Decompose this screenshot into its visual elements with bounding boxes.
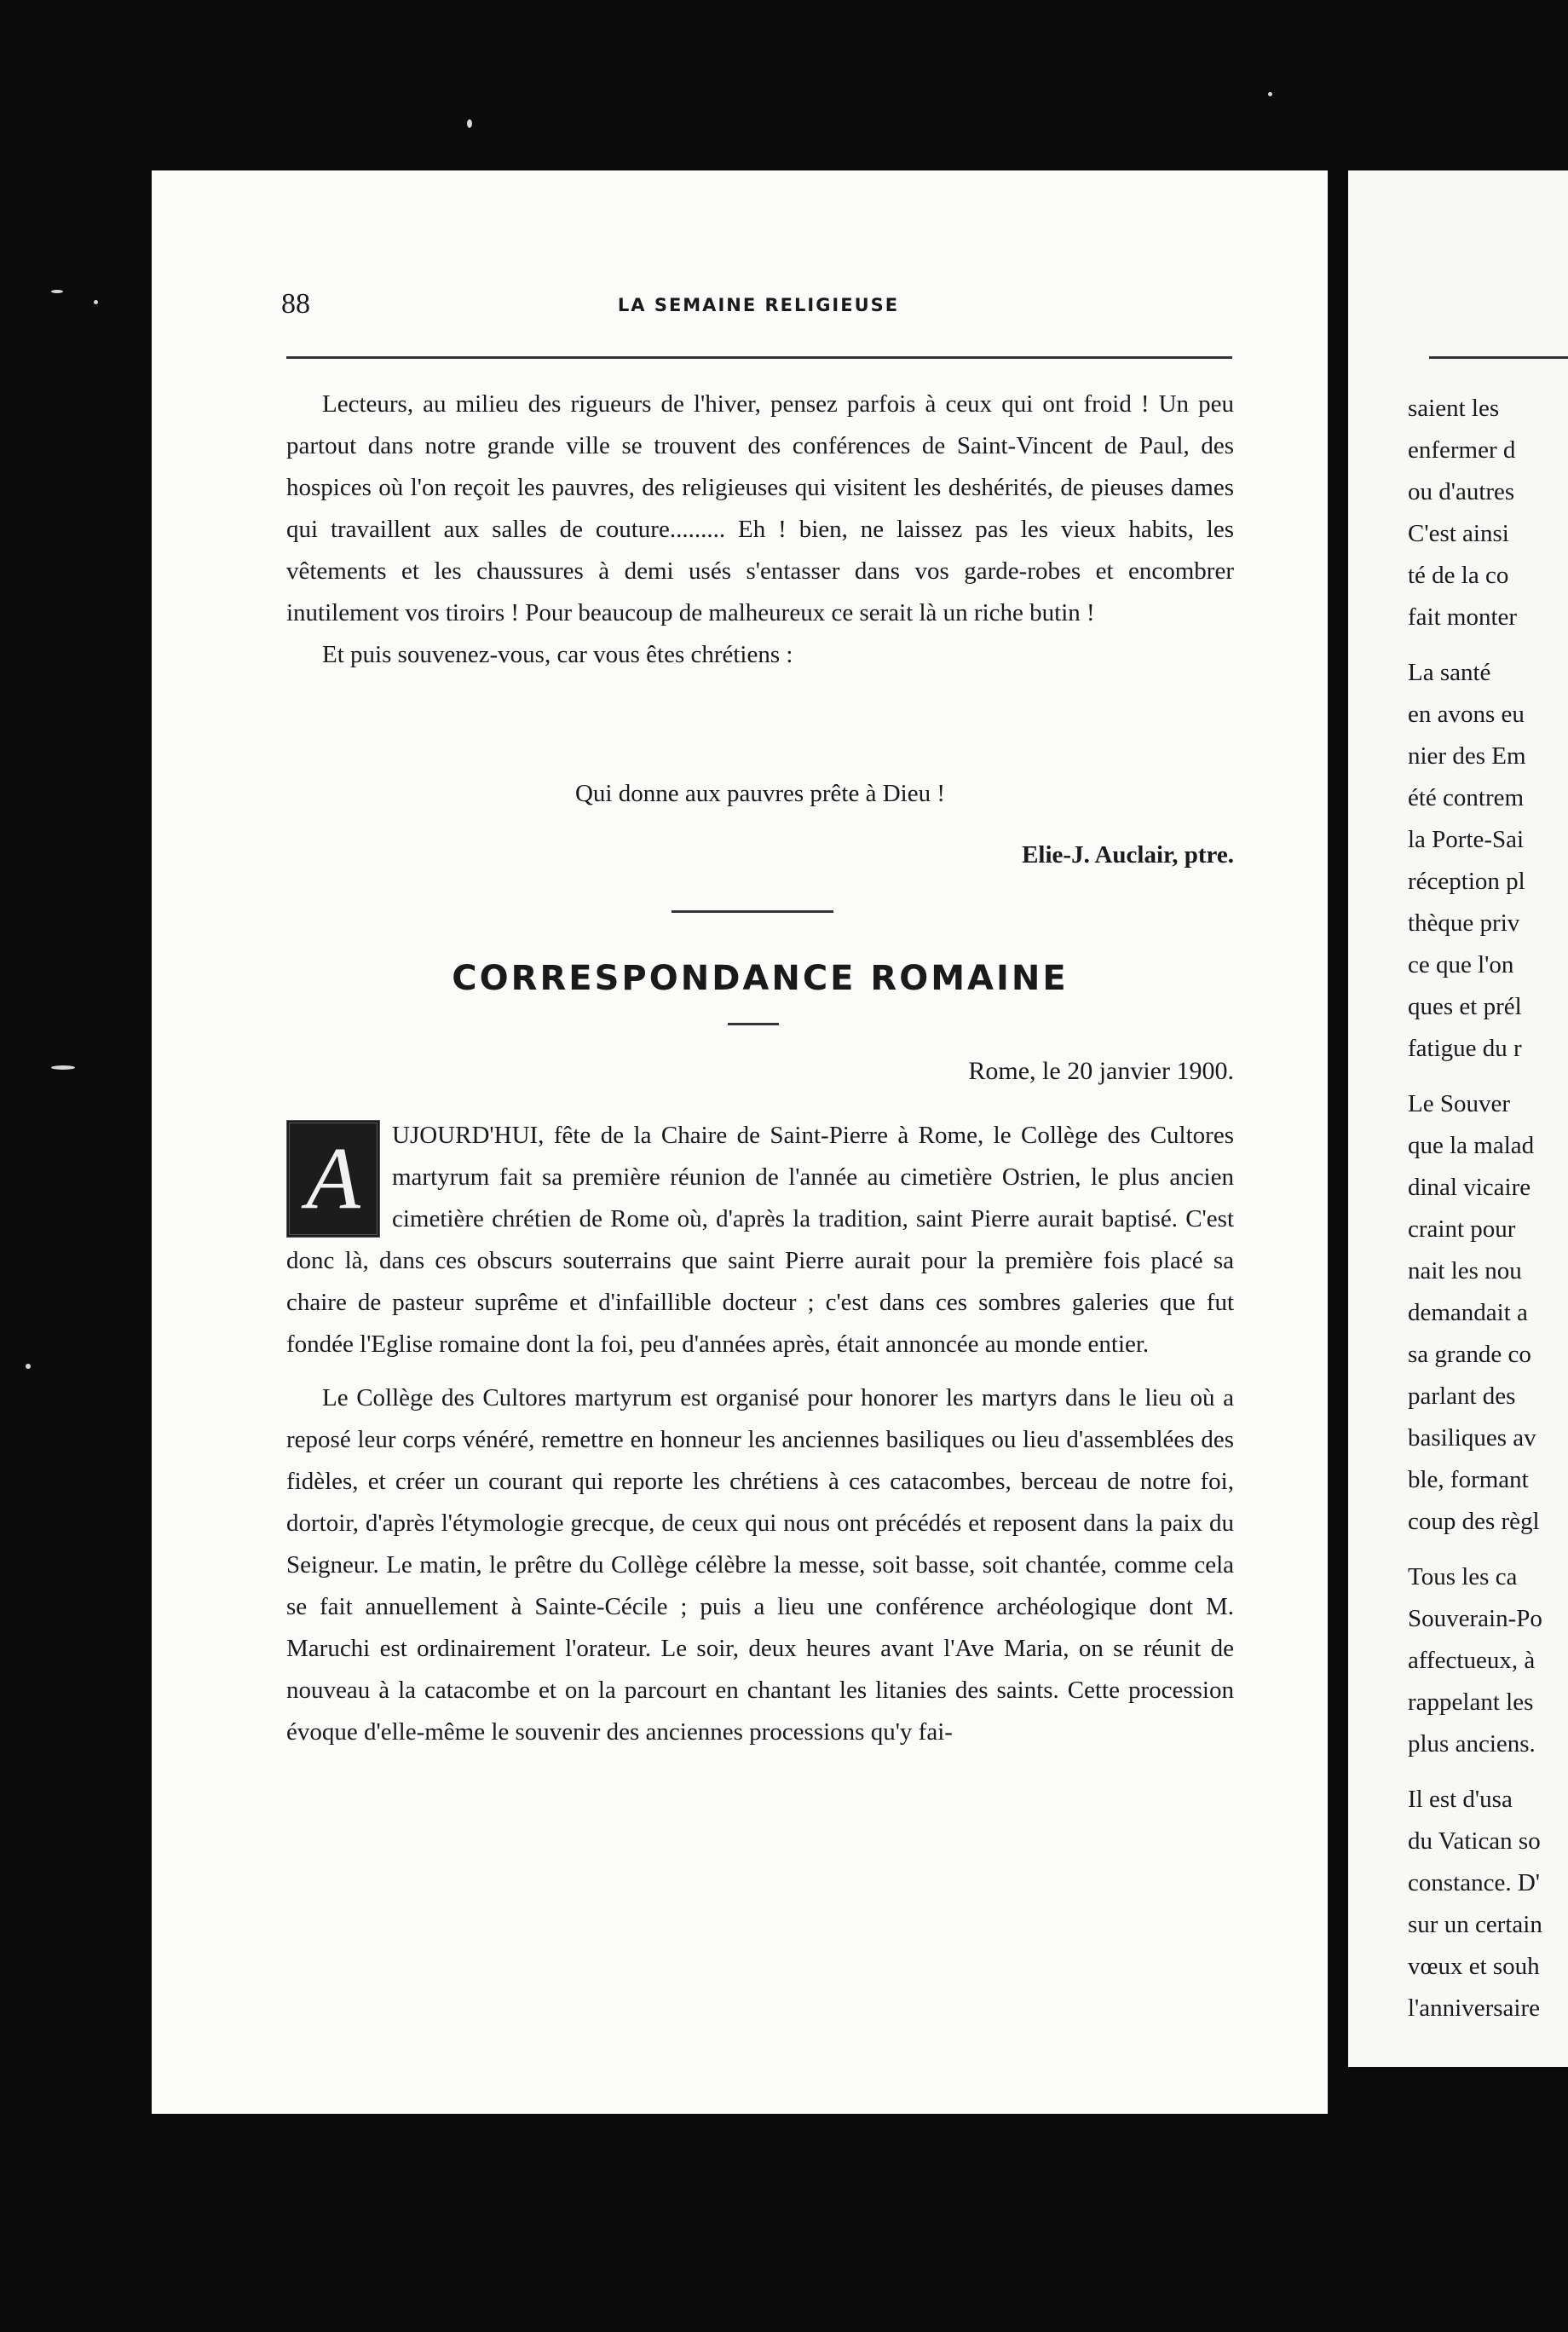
right-page-line: La santé — [1408, 659, 1491, 686]
article-title: CORRESPONDANCE ROMAINE — [452, 959, 1069, 998]
right-page-line: sur un certain — [1408, 1911, 1542, 1938]
article-paragraph: Le Collège des Cultores martyrum est organisé pour honorer les martyrs dans le lieu où a reposé leur corps vénéré, remettre en honneur les anciennes basiliques ou lieu d'assemblées des fidèles, et créer un courant qui reporte les chrétiens à ces catacombes, berceau de notre foi, dortoir, d'après l'étymologie grecque, de ceux qui nous ont précédés et reposent dans la paix du Seigneur. Le matin, le prêtre du Collège célèbre la messe, soit basse, soit chantée, comme cela se fait annuellement à Sainte-Cécile ; puis a lieu une conférence archéologique dont M. Maruchi est ordinairement l'orateur. Le soir, deux heures avant l'Ave Maria, on se réunit de nouveau à la catacombe et on la parcourt en chantant les litanies des saints. Cette procession évoque d'elle-même le souvenir des anciennes processions qu'y fai- — [286, 1384, 1234, 1746]
right-page-line: fatigue du r — [1408, 1035, 1522, 1062]
right-page-line: demandait a — [1408, 1299, 1528, 1326]
right-page-line: coup des règl — [1408, 1508, 1540, 1535]
header-rule — [286, 356, 1232, 359]
running-title: LA SEMAINE RELIGIEUSE — [617, 295, 900, 315]
right-page-line: parlant des — [1408, 1382, 1516, 1410]
header-rule — [1429, 356, 1568, 359]
right-page-line: ques et prél — [1408, 993, 1522, 1020]
right-page-line: ble, formant — [1408, 1466, 1529, 1493]
right-page-line: plus anciens. — [1408, 1730, 1536, 1758]
film-speck — [51, 290, 63, 293]
film-speck — [51, 1065, 75, 1070]
right-page-line: saient les — [1408, 395, 1500, 422]
paragraph-gap — [1408, 1765, 1568, 1779]
right-page-line: sa grande co — [1408, 1341, 1531, 1368]
article-paragraph — [286, 1115, 1234, 1365]
right-page-line: thèque priv — [1408, 909, 1520, 937]
right-page-line: rappelant les — [1408, 1688, 1534, 1716]
intro-text — [286, 384, 1234, 676]
right-page-line: Il est d'usa — [1408, 1786, 1513, 1813]
paragraph-text: UJOURD'HUI, fête de la Chaire de Saint-Pierre à Rome, le Collège des Cultores martyrum fait sa première réunion de l'année au cimetière Ostrien, le plus ancien cimetière chrétien de Rome où, d'après la tradition, saint Pierre aurait baptisé. C'est donc là, dans ces obscurs souterrains que saint Pierre aurait pour la première fois placé sa chaire de pasteur suprême et d'infaillible docteur ; c'est dans ces sombres galeries que fut fondée l'Eglise romaine dont la foi, peu d'années après, était annoncée au monde entier. — [286, 1122, 1234, 1358]
film-speck — [26, 1364, 31, 1369]
right-page-line: ou d'autres — [1408, 478, 1515, 505]
title-divider — [728, 1023, 779, 1025]
paragraph-gap — [1408, 1070, 1568, 1083]
right-page-line: nier des Em — [1408, 742, 1526, 770]
right-page-line: basiliques av — [1408, 1424, 1536, 1452]
author-signature: Elie-J. Auclair, ptre. — [1022, 841, 1234, 869]
right-page-line: ce que l'on — [1408, 951, 1514, 978]
page-header — [281, 288, 1236, 322]
right-page-line: en avons eu — [1408, 701, 1525, 728]
film-speck — [467, 119, 472, 128]
film-speck — [94, 300, 98, 304]
intro-paragraph: Lecteurs, au milieu des rigueurs de l'hiver, pensez parfois à ceux qui ont froid ! Un peu partout dans notre grande ville se trouvent des conférences de Saint-Vincent de Paul, des hospices où l'on reçoit les pauvres, des religieuses qui visitent les deshérités, de pieuses dames qui travaillent aux salles de couture......... Eh ! bien, ne laissez pas les vieux habits, les vêtements et les chaussures à demi usés s'entasser dans vos garde-robes et encombrer inutilement vos tiroirs ! Pour beaucoup de malheureux ce serait là un riche butin ! — [286, 390, 1234, 626]
right-page-line: fait monter — [1408, 603, 1518, 631]
right-page-fragment — [1348, 170, 1568, 2067]
right-page-line: craint pour — [1408, 1215, 1516, 1243]
right-page-line: réception pl — [1408, 868, 1525, 895]
paragraph-gap — [1408, 638, 1568, 652]
verse-quote: Qui donne aux pauvres prête à Dieu ! — [574, 780, 946, 807]
page-number: 88 — [281, 288, 310, 320]
right-page-line: nait les nou — [1408, 1257, 1522, 1284]
right-page-line: té de la co — [1408, 562, 1509, 589]
paragraph-gap — [1408, 1543, 1568, 1556]
ornamental-dropcap: A — [286, 1120, 380, 1238]
right-page-line: du Vatican so — [1408, 1827, 1541, 1855]
article-body — [286, 1115, 1234, 1765]
right-page-line: affectueux, à — [1408, 1647, 1536, 1674]
right-page-line: vœux et souh — [1408, 1953, 1540, 1980]
right-page-line: dinal vicaire — [1408, 1174, 1531, 1201]
intro-paragraph: Et puis souvenez-vous, car vous êtes chrétiens : — [322, 641, 793, 668]
right-page-line: constance. D' — [1408, 1869, 1540, 1896]
film-speck — [1268, 92, 1272, 96]
right-page-line: enfermer d — [1408, 436, 1516, 464]
right-page-line: l'anniversaire — [1408, 1994, 1540, 2022]
right-page-line: Tous les ca — [1408, 1563, 1518, 1590]
right-page-line: C'est ainsi — [1408, 520, 1509, 547]
right-page-line: été contrem — [1408, 784, 1525, 811]
right-page-line: Le Souver — [1408, 1090, 1510, 1117]
right-page-line: que la malad — [1408, 1132, 1535, 1159]
right-page-line: la Porte-Sai — [1408, 826, 1525, 853]
right-page-text — [1408, 388, 1568, 2029]
left-page — [152, 170, 1328, 2114]
dateline: Rome, le 20 janvier 1900. — [968, 1057, 1234, 1085]
right-page-line: Souverain-Po — [1408, 1605, 1542, 1632]
section-divider — [672, 910, 833, 913]
